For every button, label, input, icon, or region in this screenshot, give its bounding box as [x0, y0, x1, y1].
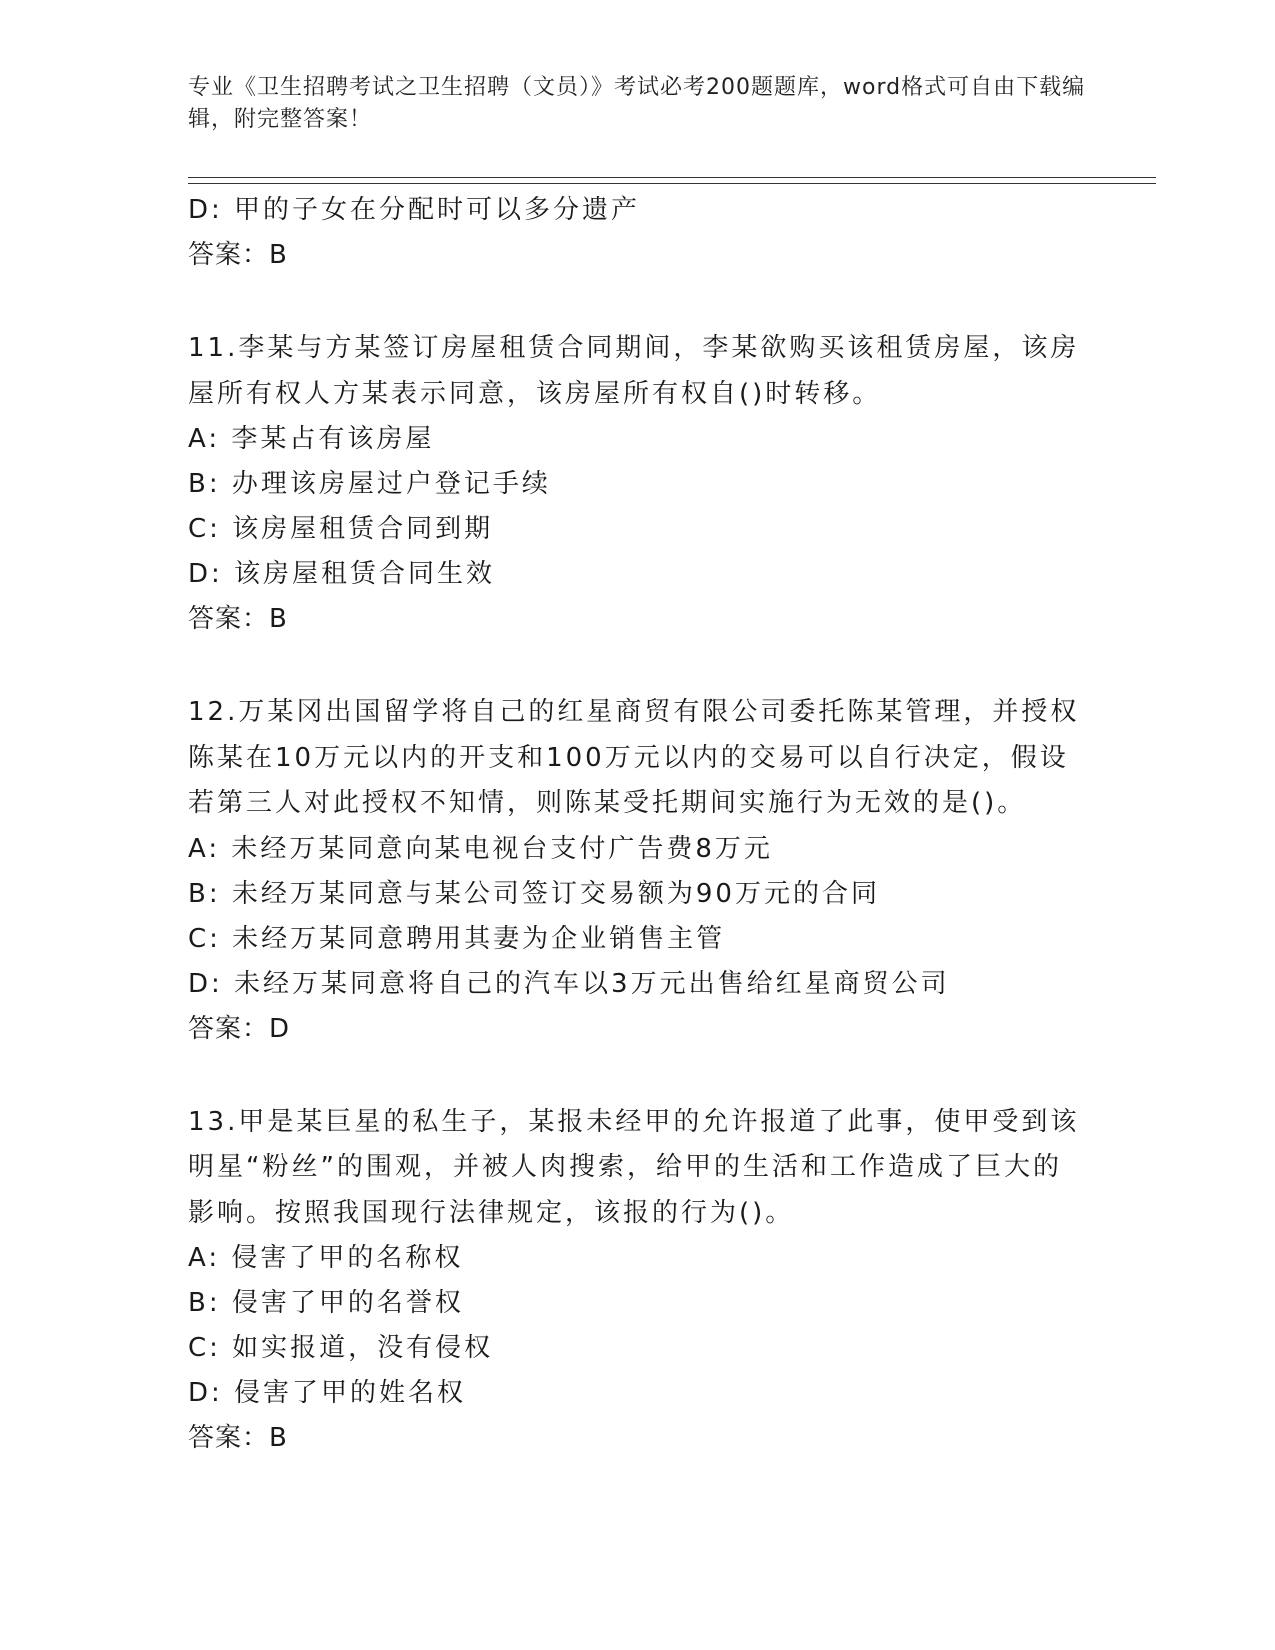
question-stem: 11.李某与方某签订房屋租赁合同期间，李某欲购买该租赁房屋，该房屋所有权人方某表示同意，该房屋所有权自()时转移。	[188, 333, 1080, 409]
spacer	[188, 278, 1088, 326]
option-b: B: 未经万某同意与某公司签订交易额为90万元的合同	[188, 878, 880, 909]
option-d: D: 侵害了甲的姓名权	[188, 1378, 467, 1408]
question-stem: 12.万某冈出国留学将自己的红星商贸有限公司委托陈某管理，并授权陈某在10万元以内的开支和100万元以内的交易可以自行决定，假设若第三人对此授权不知情，则陈某受托期间实施行为无效的是()。	[188, 697, 1080, 818]
question-12	[188, 690, 1088, 1052]
option-a: A: 李某占有该房屋	[188, 424, 435, 454]
option-a: A: 未经万某同意向某电视台支付广告费8万元	[188, 833, 773, 864]
answer: 答案：D	[188, 1013, 291, 1044]
header-divider-bottom	[188, 183, 1156, 184]
answer: 答案：B	[188, 1423, 288, 1453]
question-11	[188, 326, 1088, 642]
answer: 答案：B	[188, 604, 288, 634]
spacer	[188, 1052, 1088, 1100]
option-d: D: 该房屋租赁合同生效	[188, 559, 496, 589]
option-c: C: 未经万某同意聘用其妻为企业销售主管	[188, 923, 726, 954]
option-d: D: 未经万某同意将自己的汽车以3万元出售给红星商贸公司	[188, 968, 950, 999]
question-stem: 13.甲是某巨星的私生子，某报未经甲的允许报道了此事，使甲受到该明星“粉丝”的围观，并被人肉搜索，给甲的生活和工作造成了巨大的影响。按照我国现行法律规定，该报的行为()。	[188, 1106, 1080, 1228]
header-divider-top	[188, 177, 1156, 178]
option-c: C: 如实报道，没有侵权	[188, 1333, 494, 1363]
document-body	[188, 188, 1088, 1461]
option-b: B: 侵害了甲的名誉权	[188, 1288, 464, 1318]
spacer	[188, 642, 1088, 690]
page-header: 专业《卫生招聘考试之卫生招聘（文员）》考试必考200题题库，word格式可自由下载编辑，附完整答案！	[188, 75, 1086, 132]
option-d: D: 甲的子女在分配时可以多分遗产	[188, 195, 641, 225]
option-b: B: 办理该房屋过户登记手续	[188, 469, 551, 499]
question-13	[188, 1100, 1088, 1462]
option-a: A: 侵害了甲的名称权	[188, 1243, 464, 1273]
answer: 答案：B	[188, 240, 288, 270]
option-c: C: 该房屋租赁合同到期	[188, 514, 494, 544]
